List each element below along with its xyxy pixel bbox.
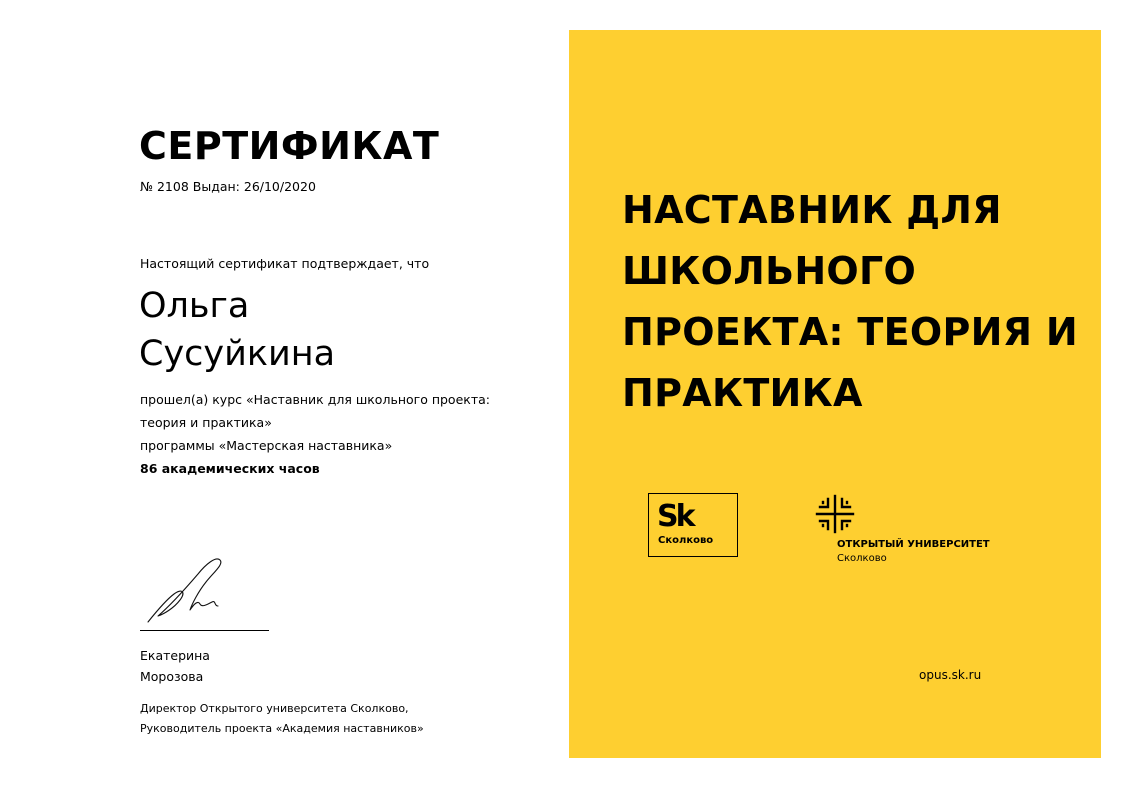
recipient-last-name: Сусуйкина (139, 334, 336, 374)
signature-line (140, 630, 269, 631)
recipient-first-name: Ольга (139, 286, 250, 326)
course-title (622, 180, 1102, 424)
course-line-2: теория и практика» (140, 415, 272, 430)
signature (142, 552, 237, 630)
course-title-line-3: ПРОЕКТА: ТЕОРИЯ И (622, 310, 1078, 354)
signer-role (140, 699, 424, 739)
signer-first-name: Екатерина (140, 648, 210, 663)
recipient-name (139, 282, 439, 378)
certificate-title: СЕРТИФИКАТ (139, 124, 440, 168)
signer-last-name: Морозова (140, 669, 204, 684)
course-title-line-4: ПРАКТИКА (622, 371, 863, 415)
open-university-subtitle: Сколково (837, 553, 887, 564)
course-title-line-1: НАСТАВНИК ДЛЯ (622, 188, 1002, 232)
course-title-line-2: ШКОЛЬНОГО (622, 249, 917, 293)
skolkovo-logo-word: Сколково (658, 535, 714, 546)
open-university-emblem-icon (814, 493, 856, 535)
skolkovo-logo-mark: Sk (657, 499, 693, 534)
certificate-intro: Настоящий сертификат подтверждает, что (140, 256, 430, 271)
course-description (140, 388, 550, 480)
website-link[interactable]: opus.sk.ru (919, 668, 982, 682)
hours-line: 86 академических часов (140, 461, 320, 476)
course-line-1: прошел(а) курс «Наставник для школьного проекта: (140, 392, 490, 407)
certificate-number-date: № 2108 Выдан: 26/10/2020 (140, 179, 316, 194)
course-panel (569, 30, 1101, 758)
signer-role-line-2: Руководитель проекта «Академия наставников» (140, 722, 424, 735)
open-university-name: ОТКРЫТЫЙ УНИВЕРСИТЕТ (837, 539, 990, 550)
signer-role-line-1: Директор Открытого университета Сколково, (140, 702, 409, 715)
program-line: программы «Мастерская наставника» (140, 438, 393, 453)
signer-name (140, 645, 210, 687)
skolkovo-logo (648, 493, 738, 557)
